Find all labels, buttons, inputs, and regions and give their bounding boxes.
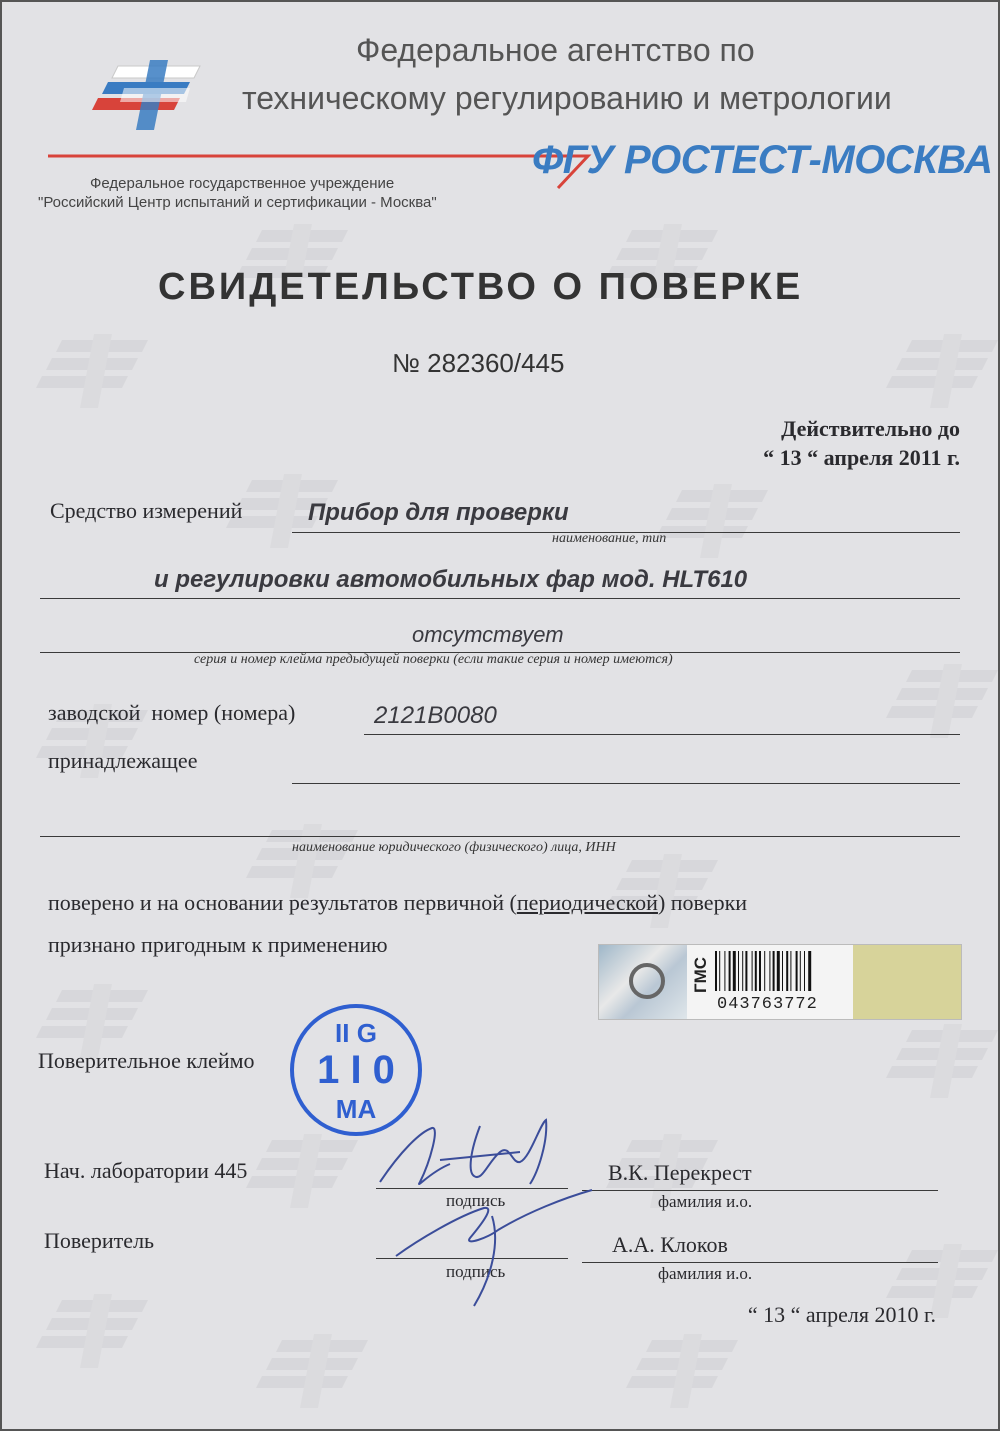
periodic-text: периодической	[516, 890, 658, 915]
hologram-icon	[599, 945, 687, 1019]
verdict-line-1	[48, 890, 747, 916]
institution-line-1: Федеральное государственное учреждение	[90, 175, 395, 192]
verdict-line-2: признано пригодным к применению	[48, 932, 388, 957]
name-caption: фамилия и.о.	[658, 1192, 753, 1211]
verifier-name: А.А. Клоков	[612, 1232, 728, 1257]
lab-head-label: Нач. лаборатории 445	[44, 1158, 248, 1183]
barcode-icon	[715, 951, 839, 991]
serial-number-value: 2121B0080	[374, 702, 497, 729]
stamp-middle: 1 I 0	[317, 1048, 395, 1092]
org-name: ФГУ РОСТЕСТ-МОСКВА	[532, 138, 993, 182]
watermark-logo-icon	[882, 332, 1000, 415]
verdict-text: поверено и на основании результатов первичной (	[48, 890, 517, 915]
sticker-tab	[853, 945, 961, 1019]
owner-caption: наименование юридического (физического) лица, ИНН	[292, 840, 616, 855]
name-caption: фамилия и.о.	[658, 1264, 753, 1283]
stamp-bottom: MA	[335, 1094, 377, 1124]
instrument-name-line-1: Прибор для проверки	[308, 499, 569, 526]
underline	[364, 734, 960, 735]
instrument-name-line-2: и регулировки автомобильных фар мод. HLT610	[154, 566, 748, 593]
certificate-number: № 282360/445	[392, 348, 565, 378]
verdict-text-end: ) поверки	[657, 890, 748, 915]
instrument-caption: наименование, тип	[552, 531, 667, 546]
agency-line-1: Федеральное агентство по	[356, 32, 755, 68]
instrument-label: Средство измерений	[50, 498, 243, 523]
sticker-code: ГМС	[691, 956, 711, 994]
lab-head-signature	[370, 1112, 560, 1194]
issue-date: “ 13 “ апреля 2010 г.	[747, 1302, 936, 1327]
previous-mark-value: отсутствует	[412, 622, 564, 647]
hologram-sticker	[598, 944, 962, 1020]
watermark-logo-icon	[252, 1332, 372, 1415]
agency-line-2: техническому регулированию и метрологии	[242, 80, 892, 116]
valid-until-label: Действительно до	[781, 416, 960, 441]
serial-number-label: заводской номер (номера)	[48, 700, 296, 725]
owner-label: принадлежащее	[48, 748, 198, 773]
watermark-logo-icon	[652, 482, 772, 565]
watermark-logo-icon	[882, 662, 1000, 745]
verifier-signature	[388, 1186, 598, 1316]
valid-until-date: “ 13 “ апреля 2011 г.	[763, 445, 960, 470]
institution-line-2: "Российский Центр испытаний и сертификации - Москва"	[38, 194, 437, 211]
rostest-logo-icon	[90, 58, 205, 133]
underline	[40, 836, 960, 837]
watermark-logo-icon	[242, 1132, 362, 1215]
watermark-logo-icon	[32, 1292, 152, 1375]
underline	[40, 598, 960, 599]
watermark-logo-icon	[32, 332, 152, 415]
name-line	[582, 1262, 938, 1263]
name-line	[582, 1190, 938, 1191]
sticker-number: 043763772	[717, 995, 818, 1014]
stamp-label: Поверительное клеймо	[38, 1048, 255, 1073]
watermark-logo-icon	[622, 1332, 742, 1415]
lab-head-name: В.К. Перекрест	[608, 1160, 752, 1185]
watermark-logo-icon	[882, 1022, 1000, 1105]
previous-mark-caption: серия и номер клейма предыдущей поверки (если такие серия и номер имеются)	[194, 652, 673, 667]
stamp-top: II G	[335, 1018, 377, 1048]
signature-caption: подпись	[446, 1262, 506, 1281]
underline	[292, 783, 960, 784]
page-title: СВИДЕТЕЛЬСТВО О ПОВЕРКЕ	[158, 266, 804, 308]
verifier-label: Поверитель	[44, 1228, 155, 1253]
signature-caption: подпись	[446, 1191, 506, 1210]
